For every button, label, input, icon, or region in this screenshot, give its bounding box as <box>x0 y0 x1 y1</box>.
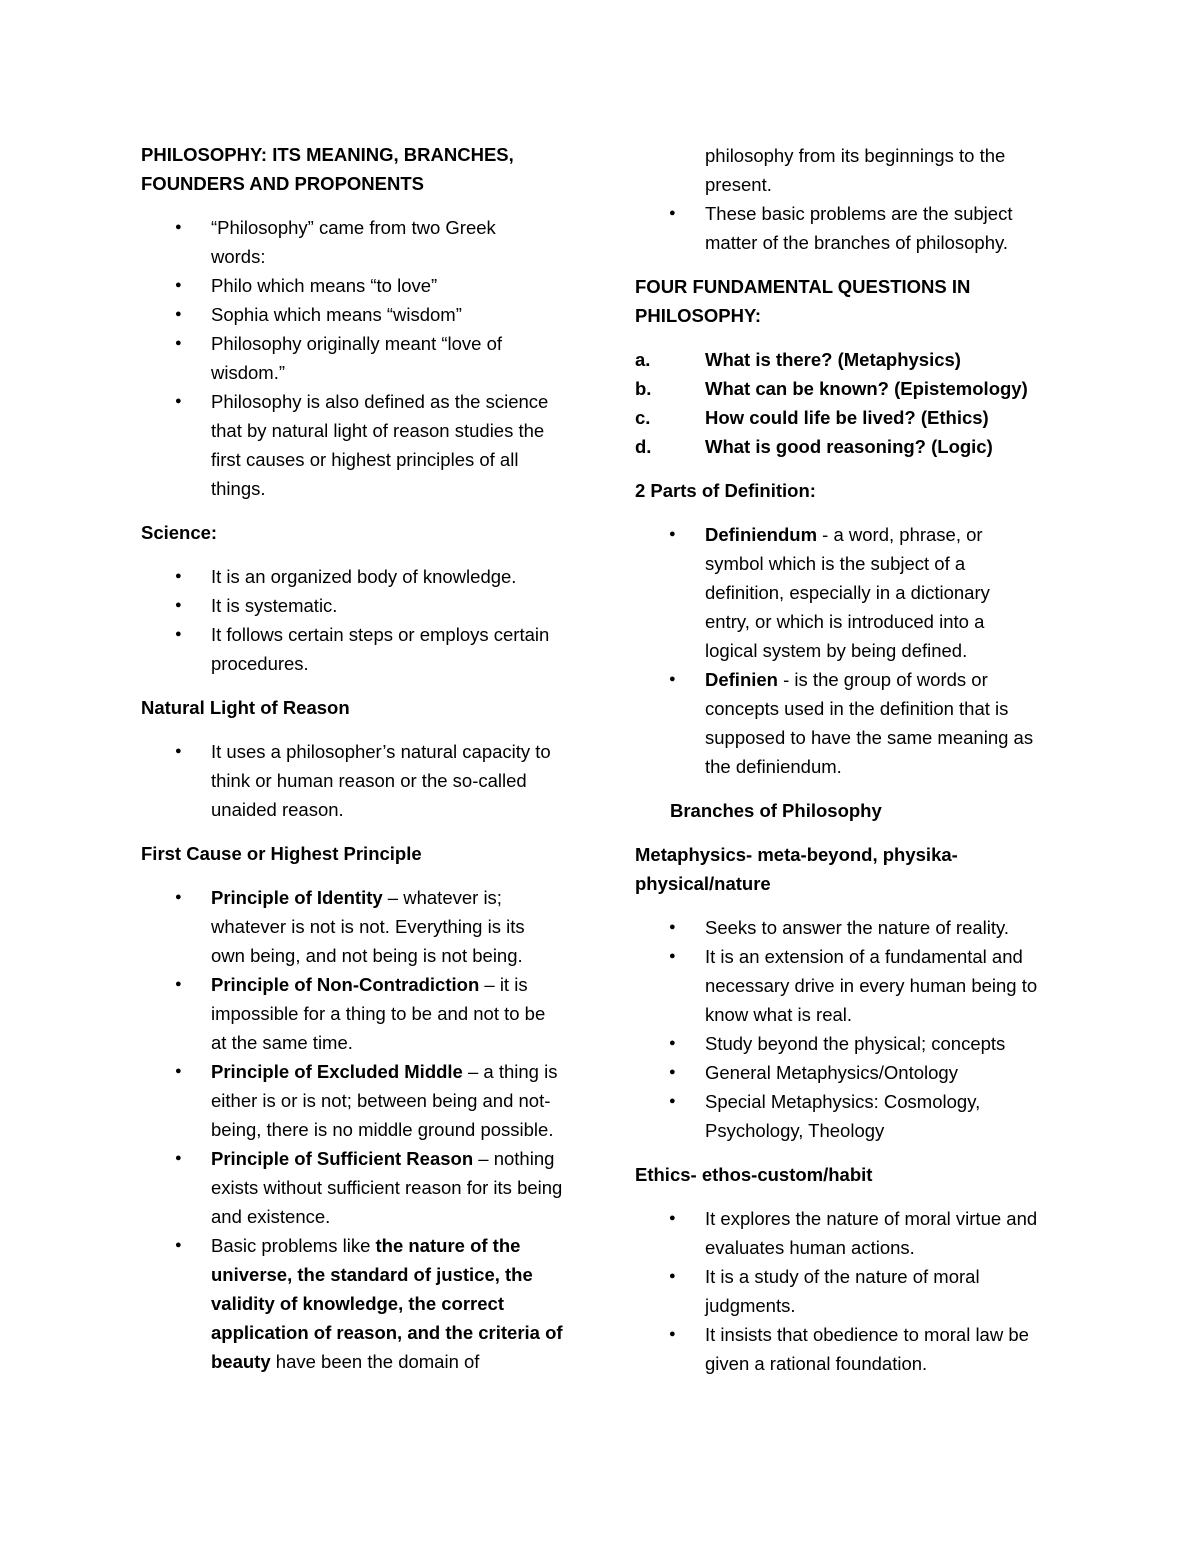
list-item: ● It uses a philosopher’s natural capacity to think or human reason or the so-called unaided reason. <box>141 737 561 824</box>
principle-term: Principle of Non-Contradiction <box>211 974 480 995</box>
ethics-heading: Ethics- ethos-custom/habit <box>635 1164 873 1185</box>
list-item: ● Principle of Non-Contradiction – it is impossible for a thing to be and not to be at the same time. <box>141 970 561 1057</box>
metaphysics-list <box>635 913 1075 1145</box>
list-item: a. What is there? (Metaphysics) <box>635 349 961 370</box>
list-item: ● Philosophy is also defined as the science that by natural light of reason studies the first causes or highest principles of all things. <box>141 387 571 503</box>
list-item: ● “Philosophy” came from two Greek words: <box>141 213 541 271</box>
metaphysics-heading: Metaphysics- meta-beyond, physika- physical/nature <box>635 844 958 894</box>
branches-heading: Branches of Philosophy <box>670 800 882 821</box>
list-item: ● Philosophy originally meant “love of wisdom.” <box>141 329 531 387</box>
science-list <box>141 562 581 678</box>
intro-list <box>141 213 581 503</box>
list-item: ● Definien - is the group of words or concepts used in the definition that is supposed to have the same meaning as the definiendum. <box>635 665 1055 781</box>
list-item: ● It explores the nature of moral virtue and evaluates human actions. <box>635 1204 1045 1262</box>
natural-light-list <box>141 737 581 824</box>
definition-list <box>635 520 1075 781</box>
list-item: b. What can be known? (Epistemology) <box>635 378 1028 399</box>
fundamental-questions-heading: FOUR FUNDAMENTAL QUESTIONS IN PHILOSOPHY: <box>635 276 971 326</box>
list-item: ● These basic problems are the subject matter of the branches of philosophy. <box>635 199 1045 257</box>
list-item: d. What is good reasoning? (Logic) <box>635 436 993 457</box>
science-heading: Science: <box>141 522 218 543</box>
list-item: ● Basic problems like the nature of the universe, the standard of justice, the validity of knowledge, the correct application of reason, and the criteria of beauty have been the domain of <box>141 1231 571 1376</box>
list-item: ● Principle of Excluded Middle – a thing is either is or is not; between being and not-being, there is no middle ground possible. <box>141 1057 571 1144</box>
first-cause-heading: First Cause or Highest Principle <box>141 843 422 864</box>
list-item: c. How could life be lived? (Ethics) <box>635 407 989 428</box>
list-item: ● Study beyond the physical; concepts <box>635 1029 1075 1058</box>
list-item: ● Definiendum - a word, phrase, or symbol which is the subject of a definition, especially in a dictionary entry, or which is introduced into a logical system by being defined. <box>635 520 1035 665</box>
left-column <box>141 140 581 1376</box>
list-item: ● It follows certain steps or employs certain procedures. <box>141 620 551 678</box>
basic-problems-emphasis: the nature of the universe, the standard of justice, the validity of knowledge, the correct application of reason, and the criteria of beauty <box>211 1235 563 1372</box>
definition-heading: 2 Parts of Definition: <box>635 480 816 501</box>
document-title: PHILOSOPHY: ITS MEANING, BRANCHES, FOUNDERS AND PROPONENTS <box>141 144 514 194</box>
list-item: ● It is a study of the nature of moral judgments. <box>635 1262 1025 1320</box>
principle-term: Principle of Identity <box>211 887 383 908</box>
ethics-list <box>635 1204 1075 1378</box>
continued-text: philosophy from its beginnings to the present. <box>705 145 1006 195</box>
principle-term: Principle of Sufficient Reason <box>211 1148 474 1169</box>
list-item: ● It is an extension of a fundamental and necessary drive in every human being to know what is real. <box>635 942 1075 1029</box>
list-item: ● Principle of Sufficient Reason – nothing exists without sufficient reason for its being and existence. <box>141 1144 576 1231</box>
questions-list <box>635 345 1075 461</box>
list-item: ● Sophia which means “wisdom” <box>141 300 581 329</box>
list-item: ● General Metaphysics/Ontology <box>635 1058 1075 1087</box>
right-column <box>635 141 1075 1393</box>
list-item: ● Special Metaphysics: Cosmology, Psychology, Theology <box>635 1087 1035 1145</box>
natural-light-heading: Natural Light of Reason <box>141 697 350 718</box>
subject-list <box>635 199 1075 257</box>
list-item: ● It is systematic. <box>141 591 581 620</box>
list-item: ● Philo which means “to love” <box>141 271 581 300</box>
list-item: ● Principle of Identity – whatever is; whatever is not is not. Everything is its own being, and not being is not being. <box>141 883 561 970</box>
list-item: ● It is an organized body of knowledge. <box>141 562 581 591</box>
list-item: ● It insists that obedience to moral law be given a rational foundation. <box>635 1320 1075 1378</box>
list-item: ● Seeks to answer the nature of reality. <box>635 913 1075 942</box>
principles-list <box>141 883 581 1376</box>
principle-term: Principle of Excluded Middle <box>211 1061 463 1082</box>
definition-term: Definien <box>705 669 778 690</box>
definition-term: Definiendum <box>705 524 818 545</box>
